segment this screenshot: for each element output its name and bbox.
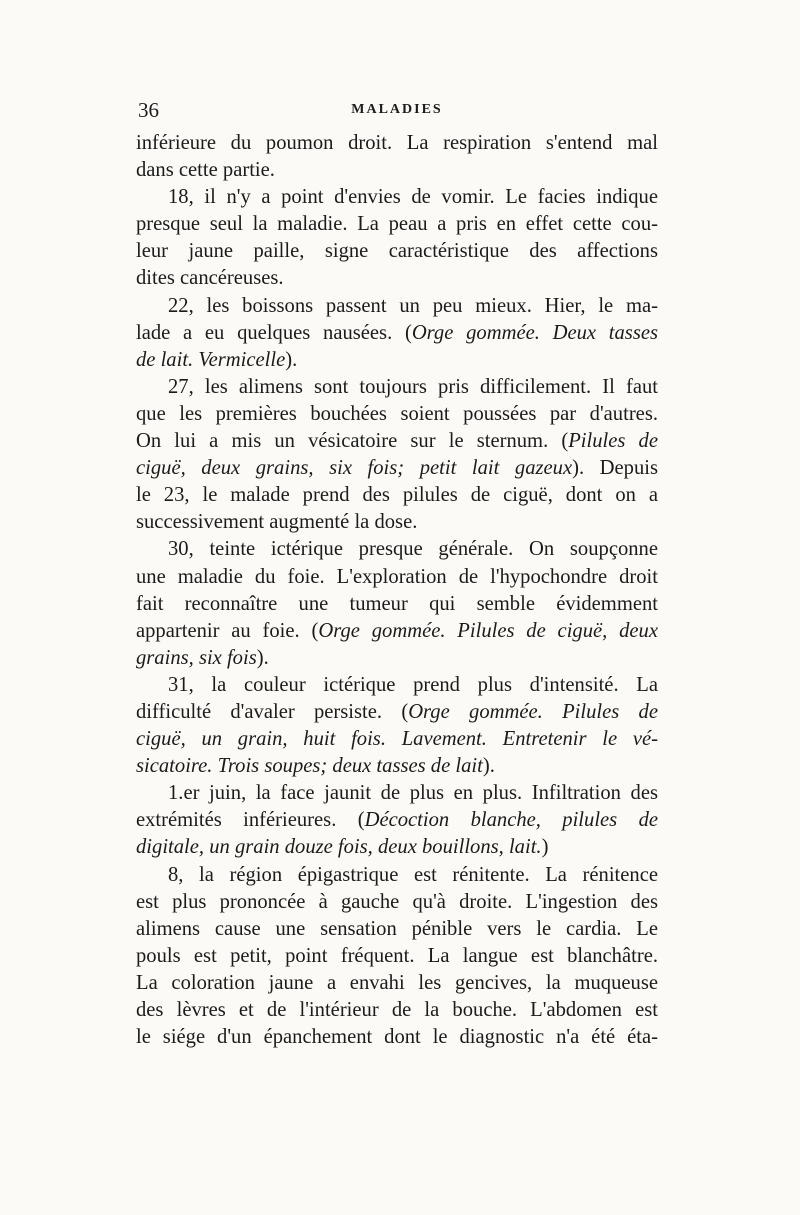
italic-segment: Orge gommée. Deux tasses: [411, 321, 658, 344]
text-line: le siége d'un épanchement dont le diagnostic n'a été éta-: [136, 1026, 658, 1049]
italic-segment: de lait. Vermicelle: [136, 348, 286, 371]
text-line: 22, les boissons passent un peu mieux. Hier, le ma-: [168, 294, 658, 317]
text-line: [136, 347, 658, 374]
text-line: [136, 834, 658, 861]
text-line: fait reconnaître une tumeur qui semble évidemment: [136, 592, 658, 615]
text-line: [136, 320, 658, 347]
text-line: dans cette partie.: [136, 159, 275, 182]
text-line: presque seul la maladie. La peau a pris en effet cette cou-: [136, 213, 658, 236]
text-segment: difficulté d'avaler persiste. (: [136, 700, 409, 723]
text-line: que les premières bouchées soient poussées par d'autres.: [136, 402, 658, 425]
italic-segment: ciguë, deux grains, six fois; petit lait gazeux: [136, 457, 573, 480]
text-segment: On lui a mis un vésicatoire sur le sternum. (: [136, 430, 569, 453]
text-line: 31, la couleur ictérique prend plus d'intensité. La: [168, 673, 658, 696]
text-segment: ): [541, 836, 549, 859]
text-segment: ).: [285, 348, 298, 371]
italic-segment: digitale, un grain douze fois, deux bouillons, lait.: [136, 836, 542, 859]
text-line: inférieure du poumon droit. La respiration s'entend mal: [136, 132, 658, 154]
italic-segment: ciguë, un grain, huit fois. Lavement. Entretenir le vé-: [136, 728, 658, 751]
text-line: [136, 645, 658, 672]
text-line: 8, la région épigastrique est rénitente. La rénitence: [168, 863, 658, 886]
running-head: MALADIES: [351, 102, 443, 117]
text-line: une maladie du foie. L'exploration de l'hypochondre droit: [136, 565, 658, 588]
text-line: est plus prononcée à gauche qu'à droite. L'ingestion des: [136, 890, 658, 913]
text-line: [136, 455, 658, 482]
text-segment: appartenir au foie. (: [136, 619, 319, 642]
text-line: La coloration jaune a envahi les gencives, la muqueuse: [136, 971, 658, 994]
body-text: [136, 130, 658, 1051]
text-line: [136, 428, 658, 455]
italic-segment: Orge gommée. Pilules de: [408, 700, 658, 723]
page-header: [136, 98, 658, 126]
text-line: 27, les alimens sont toujours pris difficilement. Il faut: [168, 375, 658, 398]
text-line: [136, 618, 658, 645]
italic-segment: Orge gommée. Pilules de ciguë, deux: [318, 619, 658, 642]
text-line: 18, il n'y a point d'envies de vomir. Le facies indique: [168, 186, 658, 209]
text-segment: extrémités inférieures. (: [136, 809, 365, 832]
text-line: 1.er juin, la face jaunit de plus en plus. Infiltration des: [168, 782, 658, 805]
text-line: le 23, le malade prend des pilules de ciguë, dont on a: [136, 484, 658, 507]
italic-segment: Pilules de: [568, 430, 658, 453]
text-line: leur jaune paille, signe caractéristique des affections: [136, 240, 658, 263]
text-line: dites cancéreuses.: [136, 267, 284, 290]
text-line: successivement augmenté la dose.: [136, 511, 418, 534]
text-segment: ). Depuis: [572, 457, 659, 480]
italic-segment: grains, six fois: [136, 646, 257, 669]
text-line: [136, 807, 658, 834]
italic-segment: Décoction blanche, pilules de: [364, 809, 659, 832]
page-number: 36: [138, 98, 159, 122]
text-segment: ).: [256, 646, 269, 669]
text-segment: lade a eu quelques nausées. (: [136, 321, 412, 344]
italic-segment: sicatoire. Trois soupes; deux tasses de lait: [136, 755, 483, 778]
text-line: alimens cause une sensation pénible vers le cardia. Le: [136, 917, 658, 940]
text-line: [136, 753, 658, 780]
text-line: pouls est petit, point fréquent. La langue est blanchâtre.: [136, 944, 658, 967]
text-line: [136, 699, 658, 726]
text-line: 30, teinte ictérique presque générale. On soupçonne: [168, 538, 658, 561]
text-line: [136, 726, 658, 753]
text-segment: ).: [482, 755, 495, 778]
text-line: des lèvres et de l'intérieur de la bouche. L'abdomen est: [136, 999, 658, 1021]
